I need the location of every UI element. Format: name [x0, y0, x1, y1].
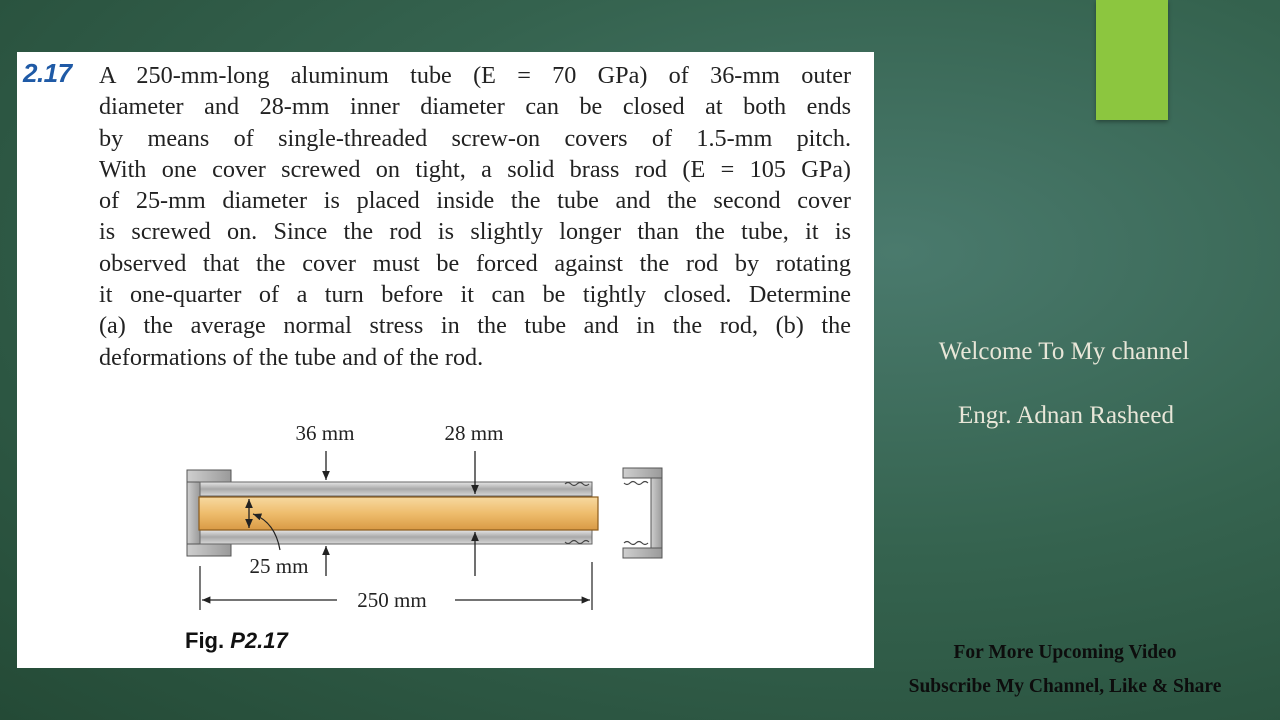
inner-diameter-label: 28 mm [444, 421, 504, 445]
problem-line: of 25-mm diameter is placed inside the tube and the second cover [99, 187, 851, 215]
outer-diameter-label: 36 mm [295, 421, 355, 445]
green-accent-bar [1096, 0, 1168, 120]
figure-caption [185, 628, 288, 654]
problem-line: is screwed on. Since the rod is slightly longer than the tube, it is [99, 218, 851, 246]
problem-line: it one-quarter of a turn before it can be tightly closed. Determine [99, 281, 851, 309]
problem-line: (a) the average normal stress in the tube and in the rod, (b) the [99, 312, 851, 340]
figure-caption-prefix: Fig. [185, 628, 225, 653]
problem-line: observed that the cover must be forced against the rod by rotating [99, 249, 851, 277]
problem-line: deformations of the tube and of the rod. [99, 343, 484, 371]
problem-line: by means of single-threaded screw-on covers of 1.5-mm pitch. [99, 124, 851, 152]
problem-panel [17, 52, 874, 668]
problem-line: diameter and 28-mm inner diameter can be closed at both ends [99, 93, 851, 121]
right-cover [623, 468, 662, 558]
footer-line-2: Subscribe My Channel, Like & Share [908, 676, 1222, 697]
welcome-text: Welcome To My channel [938, 338, 1190, 365]
problem-number: 2.17 [23, 58, 72, 88]
brass-rod [199, 497, 598, 530]
rod-diameter-label: 25 mm [249, 554, 309, 578]
figure-caption-id: P2.17 [230, 628, 288, 653]
problem-line: A 250-mm-long aluminum tube (E = 70 GPa) of 36-mm outer [99, 62, 851, 89]
footer-line-1: For More Upcoming Video [953, 642, 1177, 663]
author-name: Engr. Adnan Rasheed [958, 402, 1174, 429]
length-label: 250 mm [357, 588, 427, 612]
tube-rod-diagram [17, 52, 874, 668]
problem-line: With one cover screwed on tight, a solid brass rod (E = 105 GPa) [99, 155, 851, 183]
